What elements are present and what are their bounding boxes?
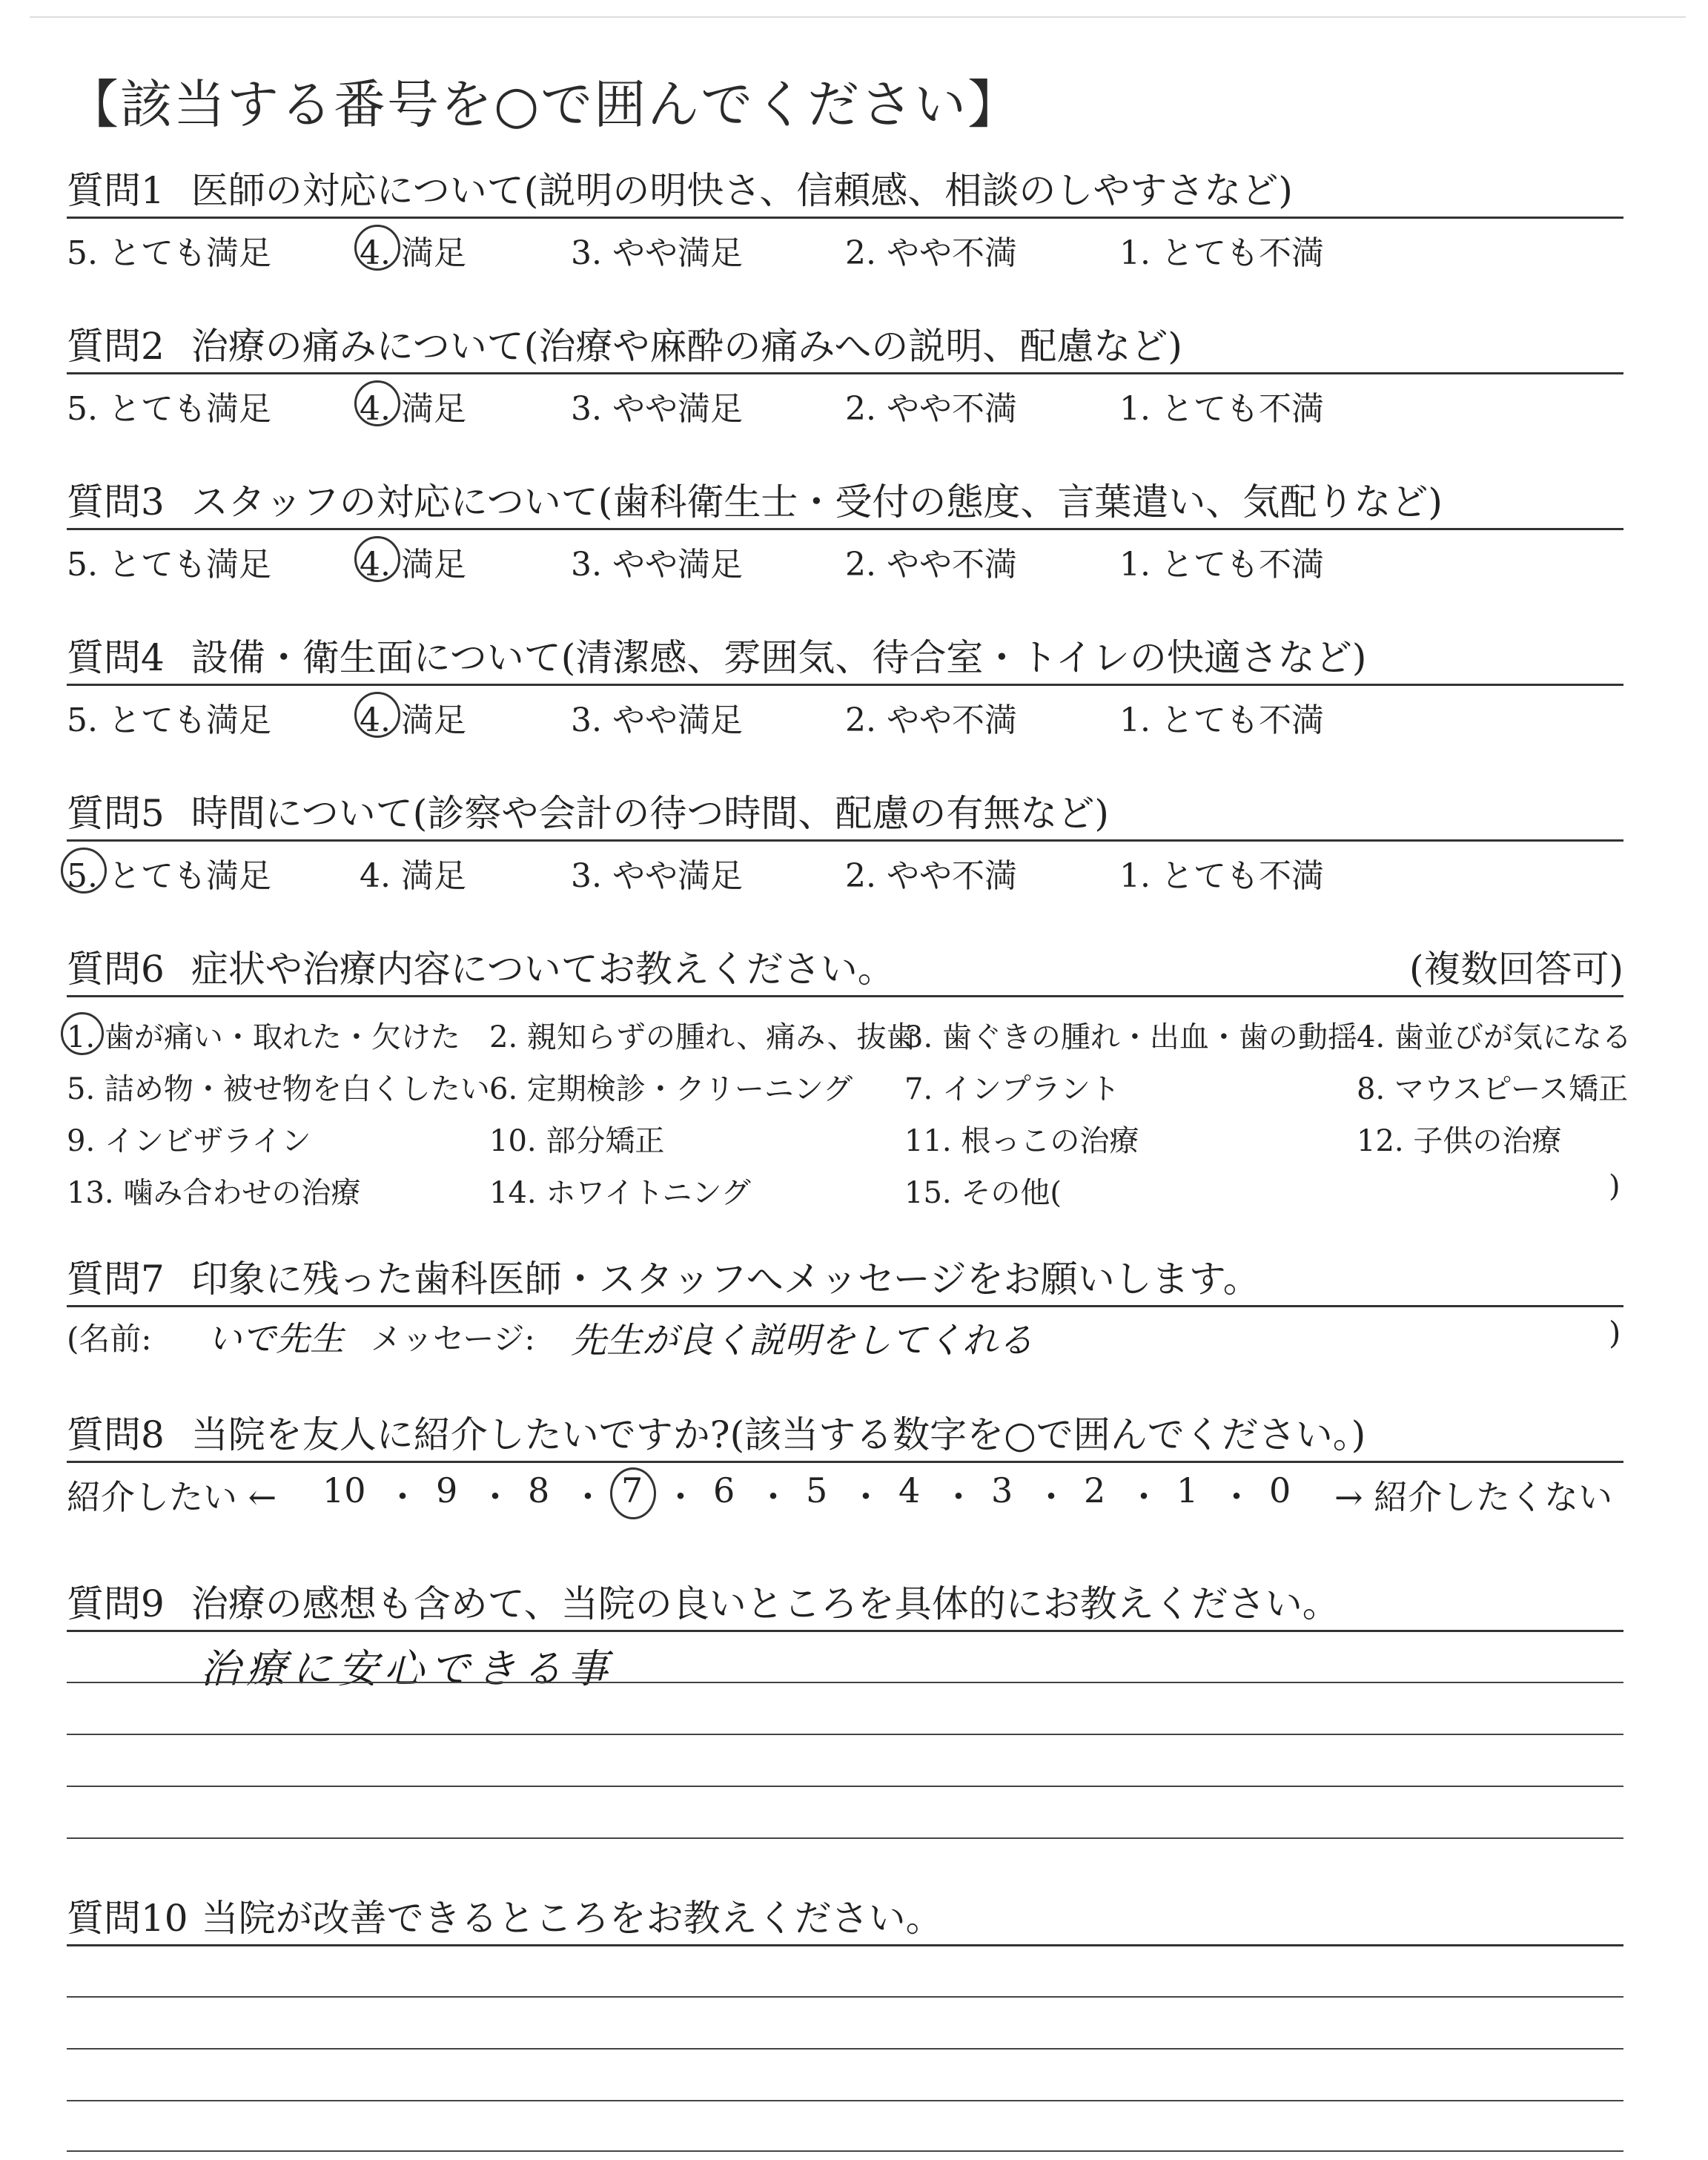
rating-option-4[interactable]: 4. 満足 xyxy=(360,234,466,272)
rating-options xyxy=(67,219,1623,278)
rating-option-5[interactable]: 5. とても満足 xyxy=(67,857,271,895)
rating-option-4[interactable]: 4. 満足 xyxy=(360,546,466,584)
question-9 xyxy=(67,1578,1623,1692)
scale-option-0[interactable]: 0 xyxy=(1269,1470,1291,1510)
symptom-option[interactable]: 9. インビザライン xyxy=(67,1124,311,1158)
scale-option-6[interactable]: 6 xyxy=(713,1470,735,1510)
symptom-option[interactable]: 13. 噛み合わせの治療 xyxy=(67,1176,361,1210)
scale-option-1[interactable]: 1 xyxy=(1176,1470,1199,1510)
symptom-option[interactable]: 2. 親知らずの腫れ、痛み、抜歯 xyxy=(489,1020,916,1054)
question-text: 当院が改善できるところをお教えください。 xyxy=(201,1897,943,1940)
rating-option-5[interactable]: 5. とても満足 xyxy=(67,390,271,428)
question-text: 症状や治療内容についてお教えください。 xyxy=(191,948,895,991)
symptom-option[interactable]: 12. 子供の治療 xyxy=(1357,1124,1562,1158)
answer-line xyxy=(67,1682,1623,1683)
multiple-answers-note: (複数回答可) xyxy=(1409,948,1623,991)
question-text: 治療の痛みについて(治療や麻酔の痛みへの説明、配慮など) xyxy=(191,325,1182,368)
referral-scale xyxy=(67,1463,1623,1530)
symptom-option[interactable]: 6. 定期検診・クリーニング xyxy=(489,1072,853,1106)
message-field[interactable]: 先生が良く説明をしてくれる xyxy=(571,1320,1034,1361)
question-number: 質問7 xyxy=(67,1258,165,1301)
question-7 xyxy=(67,1253,1623,1374)
question-6 xyxy=(67,943,1632,1212)
selection-circle xyxy=(610,1467,656,1519)
scale-dot: ・ xyxy=(1034,1477,1068,1517)
selection-circle xyxy=(61,848,107,894)
scale-option-5[interactable]: 5 xyxy=(806,1470,828,1510)
symptom-option[interactable]: 15. その他( xyxy=(904,1176,1062,1210)
question-text: 医師の対応について(説明の明快さ、信頼感、相談のしやすさなど) xyxy=(191,169,1293,212)
answer-line xyxy=(67,2150,1623,2152)
rating-option-4[interactable]: 4. 満足 xyxy=(360,701,466,739)
rating-option-1[interactable]: 1. とても不満 xyxy=(1119,234,1324,272)
rating-option-3[interactable]: 3. やや満足 xyxy=(571,857,743,895)
close-paren: ) xyxy=(1609,1315,1621,1351)
rating-option-2[interactable]: 2. やや不満 xyxy=(845,546,1017,584)
answer-line xyxy=(67,2048,1623,2050)
rating-option-5[interactable]: 5. とても満足 xyxy=(67,546,271,584)
selection-circle xyxy=(354,380,400,426)
symptom-option[interactable]: 4. 歯並びが気になる xyxy=(1357,1020,1632,1054)
rating-option-2[interactable]: 2. やや不満 xyxy=(845,390,1017,428)
question-number: 質問9 xyxy=(67,1582,165,1625)
scale-dot: ・ xyxy=(385,1477,420,1517)
question-number: 質問6 xyxy=(67,948,165,991)
question-text: 時間について(診察や会計の待つ時間、配慮の有無など) xyxy=(191,792,1109,835)
question-number: 質問2 xyxy=(67,325,165,368)
rating-option-4[interactable]: 4. 満足 xyxy=(360,390,466,428)
top-border xyxy=(30,16,1686,18)
rating-option-5[interactable]: 5. とても満足 xyxy=(67,234,271,272)
question-3 xyxy=(67,476,1623,589)
question-4 xyxy=(67,632,1623,745)
name-field[interactable]: いで先生 xyxy=(208,1318,344,1358)
scale-dot: ・ xyxy=(941,1477,976,1517)
scale-right-label: → 紹介したくない xyxy=(1334,1477,1613,1517)
symptom-option[interactable]: 14. ホワイトニング xyxy=(489,1176,751,1210)
selection-circle xyxy=(354,536,400,582)
question-rule xyxy=(67,1944,1623,1946)
selection-circle xyxy=(61,1012,104,1055)
scale-dot: ・ xyxy=(756,1477,790,1517)
rating-options xyxy=(67,842,1623,901)
question-text: 設備・衛生面について(清潔感、雰囲気、待合室・トイレの快適さなど) xyxy=(191,636,1367,679)
question-number: 質問10 xyxy=(67,1897,188,1940)
other-close-paren: ) xyxy=(1609,1169,1621,1203)
name-label: (名前: xyxy=(67,1321,152,1357)
scale-dot: ・ xyxy=(1127,1477,1161,1517)
question-8 xyxy=(67,1409,1623,1530)
rating-option-4[interactable]: 4. 満足 xyxy=(360,857,466,895)
question-text: 当院を友人に紹介したいですか?(該当する数字を○で囲んでください。) xyxy=(191,1413,1366,1456)
selection-circle xyxy=(354,692,400,738)
answer-line xyxy=(67,1996,1623,1998)
symptom-option[interactable]: 8. マウスピース矯正 xyxy=(1357,1072,1629,1106)
rating-options xyxy=(67,374,1623,434)
scale-dot: ・ xyxy=(571,1477,605,1517)
answer-line xyxy=(67,1837,1623,1839)
question-1 xyxy=(67,165,1623,278)
answer-line xyxy=(67,2100,1623,2101)
rating-option-1[interactable]: 1. とても不満 xyxy=(1119,857,1324,895)
rating-option-3[interactable]: 3. やや満足 xyxy=(571,701,743,739)
rating-option-2[interactable]: 2. やや不満 xyxy=(845,234,1017,272)
rating-option-1[interactable]: 1. とても不満 xyxy=(1119,390,1324,428)
rating-option-3[interactable]: 3. やや満足 xyxy=(571,546,743,584)
rating-option-3[interactable]: 3. やや満足 xyxy=(571,234,743,272)
question-number: 質問1 xyxy=(67,169,165,212)
symptom-option[interactable]: 7. インプラント xyxy=(904,1072,1120,1106)
rating-option-5[interactable]: 5. とても満足 xyxy=(67,701,271,739)
symptom-option[interactable]: 5. 詰め物・被せ物を白くしたい xyxy=(67,1072,490,1106)
question-number: 質問8 xyxy=(67,1413,165,1456)
question-2 xyxy=(67,320,1623,434)
scale-option-7[interactable]: 7 xyxy=(621,1470,643,1510)
question-rule xyxy=(67,1630,1623,1632)
question-number: 質問4 xyxy=(67,636,165,679)
scale-dot: ・ xyxy=(663,1477,698,1517)
rating-options xyxy=(67,686,1623,745)
message-row xyxy=(67,1307,1623,1374)
rating-options xyxy=(67,530,1623,589)
rating-option-2[interactable]: 2. やや不満 xyxy=(845,857,1017,895)
scale-dot: ・ xyxy=(478,1477,512,1517)
answer-line xyxy=(67,1734,1623,1735)
scale-option-3[interactable]: 3 xyxy=(991,1470,1013,1510)
symptom-option[interactable]: 10. 部分矯正 xyxy=(489,1124,665,1158)
scale-option-4[interactable]: 4 xyxy=(898,1470,921,1510)
question-10 xyxy=(67,1892,1623,1946)
scale-option-8[interactable]: 8 xyxy=(528,1470,550,1510)
scale-left-label: 紹介したい ← xyxy=(67,1477,277,1517)
question-number: 質問3 xyxy=(67,480,165,524)
scale-option-2[interactable]: 2 xyxy=(1084,1470,1106,1510)
question-text: スタッフの対応について(歯科衛生士・受付の態度、言葉遣い、気配りなど) xyxy=(191,480,1443,524)
instruction-header: 【該当する番号を○で囲んでください】 xyxy=(67,74,1022,135)
answer-line xyxy=(67,1786,1623,1787)
symptom-options xyxy=(67,997,1632,1212)
scale-dot: ・ xyxy=(849,1477,883,1517)
question-text: 印象に残った歯科医師・スタッフへメッセージをお願いします。 xyxy=(191,1258,1260,1301)
message-label: メッセージ: xyxy=(371,1321,535,1357)
rating-option-1[interactable]: 1. とても不満 xyxy=(1119,701,1324,739)
rating-option-3[interactable]: 3. やや満足 xyxy=(571,390,743,428)
question-5 xyxy=(67,787,1623,901)
question-text: 治療の感想も含めて、当院の良いところを具体的にお教えください。 xyxy=(191,1582,1340,1625)
rating-option-2[interactable]: 2. やや不満 xyxy=(845,701,1017,739)
rating-option-1[interactable]: 1. とても不満 xyxy=(1119,546,1324,584)
selection-circle xyxy=(354,225,400,271)
scale-dot: ・ xyxy=(1219,1477,1254,1517)
answer-text[interactable]: 治療に安心できる事 xyxy=(200,1645,614,1692)
symptom-option[interactable]: 1. 歯が痛い・取れた・欠けた xyxy=(67,1020,460,1054)
question-number: 質問5 xyxy=(67,792,165,835)
symptom-option[interactable]: 11. 根っこの治療 xyxy=(904,1124,1139,1158)
scale-option-10[interactable]: 10 xyxy=(322,1470,366,1510)
scale-option-9[interactable]: 9 xyxy=(436,1470,458,1510)
symptom-option[interactable]: 3. 歯ぐきの腫れ・出血・歯の動揺 xyxy=(904,1020,1357,1054)
